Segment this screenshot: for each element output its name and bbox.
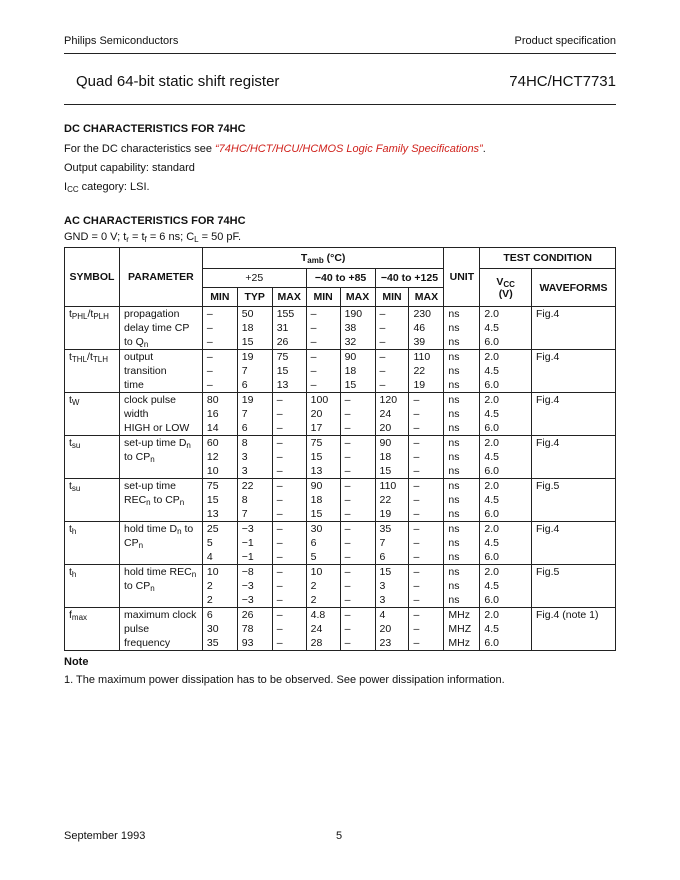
value-cell: 90 18 15 — [375, 436, 409, 479]
page-number: 5 — [336, 830, 343, 842]
unit-cell: ns ns ns — [444, 436, 480, 479]
waveform-cell: Fig.5 — [532, 479, 616, 522]
value-cell: – – – — [409, 393, 444, 436]
value-cell: – – – — [409, 479, 444, 522]
value-cell: 80 16 14 — [202, 393, 237, 436]
subcol-min: MIN — [375, 288, 409, 307]
unit-cell: ns ns ns — [444, 565, 480, 608]
header-doc-type: Product specification — [514, 35, 616, 47]
value-cell: – – – — [202, 350, 237, 393]
value-cell: 25 5 4 — [202, 522, 237, 565]
table-row — [65, 522, 616, 565]
value-cell: – – – — [306, 350, 340, 393]
vcc-cell: 2.0 4.5 6.0 — [480, 522, 532, 565]
value-cell: 4 20 23 — [375, 608, 409, 651]
subcol-min: MIN — [306, 288, 340, 307]
value-cell: 10 2 2 — [202, 565, 237, 608]
value-cell: 30 6 5 — [306, 522, 340, 565]
value-cell: 100 20 17 — [306, 393, 340, 436]
col-header-waveforms: WAVEFORMS — [532, 269, 616, 307]
part-number: 74HC/HCT7731 — [509, 73, 616, 90]
subcol-max: MAX — [409, 288, 444, 307]
value-cell: 22 8 7 — [237, 479, 272, 522]
waveform-cell: Fig.4 — [532, 350, 616, 393]
vcc-cell: 2.0 4.5 6.0 — [480, 436, 532, 479]
vcc-cell: 2.0 4.5 6.0 — [480, 393, 532, 436]
value-cell: 4.8 24 28 — [306, 608, 340, 651]
temp-range-125: −40 to +125 — [375, 269, 444, 288]
col-header-parameter: PARAMETER — [119, 248, 202, 307]
value-cell: – – – — [409, 565, 444, 608]
waveform-cell: Fig.4 — [532, 436, 616, 479]
parameter-cell: set-up time $REC_n$ to $CP_n$ — [119, 479, 202, 522]
value-cell: 15 3 3 — [375, 565, 409, 608]
vcc-cell: 2.0 4.5 6.0 — [480, 608, 532, 651]
value-cell: 19 7 6 — [237, 393, 272, 436]
value-cell: – – – — [306, 307, 340, 350]
ac-characteristics-table — [64, 247, 616, 651]
value-cell: 230 46 39 — [409, 307, 444, 350]
unit-cell: ns ns ns — [444, 479, 480, 522]
waveform-cell: Fig.4 — [532, 307, 616, 350]
value-cell: – – – — [272, 436, 306, 479]
page-title: Quad 64-bit static shift register — [76, 73, 280, 90]
parameter-cell: propagation delay time CP to $Q_n$ — [119, 307, 202, 350]
temp-range-25: +25 — [202, 269, 306, 288]
ac-conditions: GND = 0 V; $t_r = t_f = 6$ ns; $C_L = 50$ pF. — [64, 231, 242, 244]
col-header-tamb: $T_{amb}$ (°C) — [202, 248, 444, 269]
value-cell: −8 −3 −3 — [237, 565, 272, 608]
output-capability: Output capability: standard — [64, 162, 195, 174]
col-header-unit: UNIT — [444, 248, 480, 307]
table-body — [65, 307, 616, 651]
parameter-cell: output transition time — [119, 350, 202, 393]
value-cell: 90 18 15 — [340, 350, 375, 393]
value-cell: 19 7 6 — [237, 350, 272, 393]
title-rule — [64, 104, 616, 105]
note-heading: Note — [64, 656, 89, 668]
unit-cell: ns ns ns — [444, 307, 480, 350]
note-text: 1. The maximum power dissipation has to be observed. See power dissipation information. — [64, 674, 505, 686]
waveform-cell: Fig.4 — [532, 522, 616, 565]
header-rule — [64, 53, 616, 54]
ac-heading: AC CHARACTERISTICS FOR 74HC — [64, 215, 246, 227]
value-cell: – – – — [409, 608, 444, 651]
table-row — [65, 436, 616, 479]
dc-reference-link[interactable]: “74HC/HCT/HCU/HCMOS Logic Family Specifications” — [215, 143, 483, 155]
table-row — [65, 479, 616, 522]
value-cell: – – – — [409, 436, 444, 479]
value-cell: 8 3 3 — [237, 436, 272, 479]
value-cell: 90 18 15 — [306, 479, 340, 522]
value-cell: 75 15 13 — [306, 436, 340, 479]
symbol-cell: $t_W$ — [65, 393, 120, 436]
table-row — [65, 393, 616, 436]
col-header-test-condition: TEST CONDITION — [480, 248, 616, 269]
vcc-cell: 2.0 4.5 6.0 — [480, 350, 532, 393]
value-cell: 155 31 26 — [272, 307, 306, 350]
header-company: Philips Semiconductors — [64, 35, 179, 47]
value-cell: 110 22 19 — [409, 350, 444, 393]
value-cell: – – – — [375, 307, 409, 350]
unit-cell: ns ns ns — [444, 350, 480, 393]
vcc-cell: 2.0 4.5 6.0 — [480, 479, 532, 522]
table-row — [65, 307, 616, 350]
footer-date: September 1993 — [64, 830, 146, 842]
value-cell: 120 24 20 — [375, 393, 409, 436]
parameter-cell: clock pulse width HIGH or LOW — [119, 393, 202, 436]
parameter-cell: hold time $REC_n$ to $CP_n$ — [119, 565, 202, 608]
col-header-symbol: SYMBOL — [65, 248, 120, 307]
vcc-cell: 2.0 4.5 6.0 — [480, 565, 532, 608]
table-row — [65, 565, 616, 608]
symbol-cell: $t_{PHL}/t_{PLH}$ — [65, 307, 120, 350]
unit-cell: ns ns ns — [444, 393, 480, 436]
temp-range-85: −40 to +85 — [306, 269, 375, 288]
table-row — [65, 350, 616, 393]
symbol-cell: $t_h$ — [65, 522, 120, 565]
value-cell: 26 78 93 — [237, 608, 272, 651]
value-cell: 6 30 35 — [202, 608, 237, 651]
value-cell: 75 15 13 — [272, 350, 306, 393]
value-cell: – – – — [340, 436, 375, 479]
value-cell: – – – — [340, 608, 375, 651]
subcol-min: MIN — [202, 288, 237, 307]
value-cell: 110 22 19 — [375, 479, 409, 522]
value-cell: – – – — [340, 479, 375, 522]
waveform-cell: Fig.4 (note 1) — [532, 608, 616, 651]
value-cell: 60 12 10 — [202, 436, 237, 479]
table-row — [65, 608, 616, 651]
waveform-cell: Fig.4 — [532, 393, 616, 436]
subcol-typ: TYP — [237, 288, 272, 307]
col-header-vcc: $V_{CC}$ (V) — [480, 269, 532, 307]
value-cell: – – – — [272, 565, 306, 608]
value-cell: – – – — [340, 522, 375, 565]
value-cell: 10 2 2 — [306, 565, 340, 608]
value-cell: – – – — [340, 565, 375, 608]
value-cell: – – – — [409, 522, 444, 565]
icc-category: $I_{CC}$ category: LSI. — [64, 181, 150, 194]
unit-cell: ns ns ns — [444, 522, 480, 565]
subcol-max: MAX — [340, 288, 375, 307]
value-cell: – – – — [375, 350, 409, 393]
value-cell: – – – — [272, 608, 306, 651]
value-cell: – – – — [272, 393, 306, 436]
parameter-cell: set-up time $D_n$ to $CP_n$ — [119, 436, 202, 479]
unit-cell: MHz MHZ MHz — [444, 608, 480, 651]
value-cell: – – – — [272, 522, 306, 565]
value-cell: 35 7 6 — [375, 522, 409, 565]
parameter-cell: maximum clock pulse frequency — [119, 608, 202, 651]
vcc-cell: 2.0 4.5 6.0 — [480, 307, 532, 350]
dc-heading: DC CHARACTERISTICS FOR 74HC — [64, 123, 246, 135]
waveform-cell: Fig.5 — [532, 565, 616, 608]
value-cell: 190 38 32 — [340, 307, 375, 350]
subcol-max: MAX — [272, 288, 306, 307]
symbol-cell: $t_{su}$ — [65, 479, 120, 522]
dc-reference: For the DC characteristics see “74HC/HCT/HCU/HCMOS Logic Family Specifications”. — [64, 143, 486, 155]
symbol-cell: $t_{su}$ — [65, 436, 120, 479]
value-cell: −3 −1 −1 — [237, 522, 272, 565]
value-cell: 75 15 13 — [202, 479, 237, 522]
value-cell: – – – — [202, 307, 237, 350]
value-cell: 50 18 15 — [237, 307, 272, 350]
value-cell: – – – — [272, 479, 306, 522]
value-cell: – – – — [340, 393, 375, 436]
symbol-cell: $f_{max}$ — [65, 608, 120, 651]
parameter-cell: hold time $D_n$ to $CP_n$ — [119, 522, 202, 565]
symbol-cell: $t_h$ — [65, 565, 120, 608]
symbol-cell: $t_{THL}/t_{TLH}$ — [65, 350, 120, 393]
